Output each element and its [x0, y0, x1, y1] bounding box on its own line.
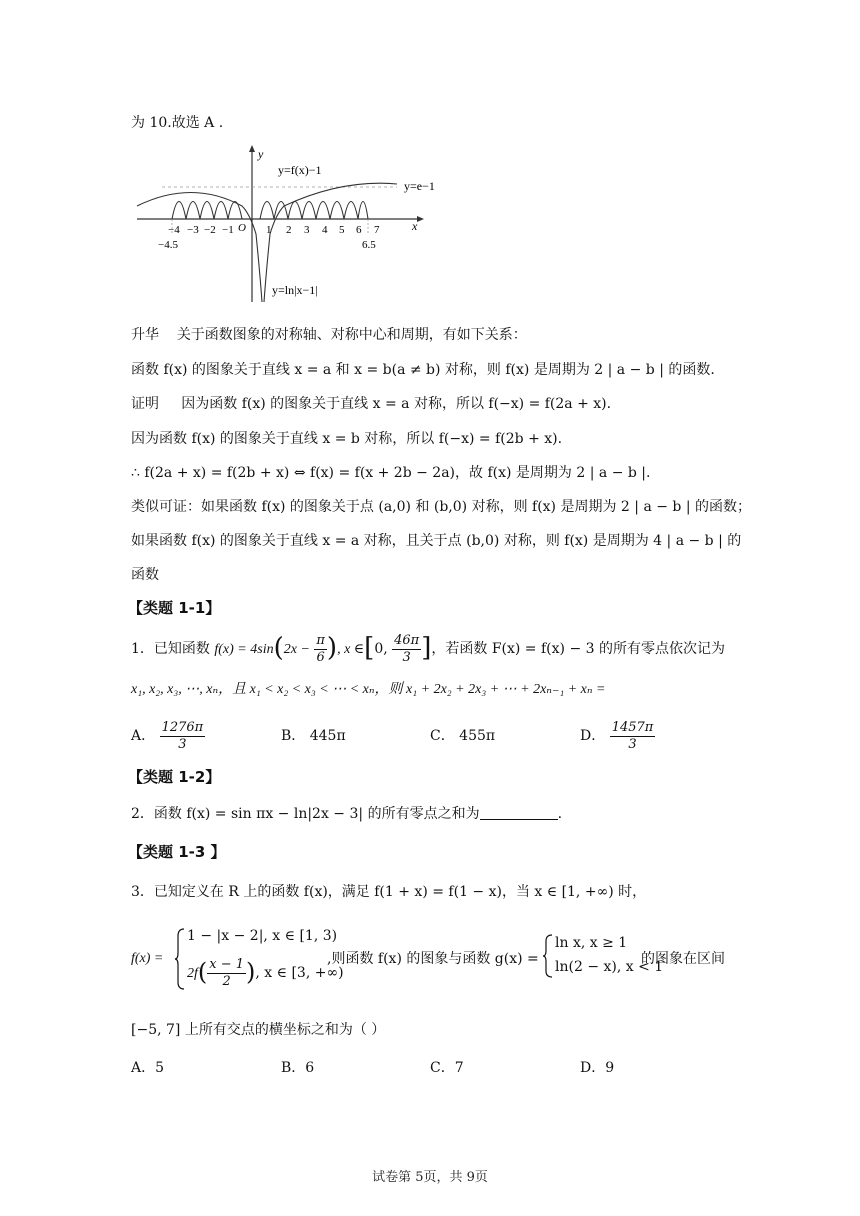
left-brace-f: [175, 928, 185, 990]
tick-label: −4.5: [158, 239, 178, 251]
tick-label: 3: [304, 224, 310, 236]
tick-label: 6: [356, 224, 362, 236]
tick-label: 6.5: [362, 239, 376, 251]
shenghua-title: 升华: [131, 327, 159, 343]
q1-line2: x₁, x₂, x₃, ⋯, xₙ，且 x₁ < x₂ < x₃ < ⋯ < xₙ，则 x₁ + 2x₂ + 2x₃ + ⋯ + 2xₙ₋₁ + xₙ =: [131, 682, 606, 697]
q2-heading: 【类题 1-2】: [128, 768, 221, 786]
shenghua-intro: 升华 关于函数图象的对称轴、对称中心和周期，有如下关系：: [131, 327, 527, 343]
q2-line: 2．函数 f(x) = sin πx − ln|2x − 3| 的所有零点之和为 .: [131, 806, 563, 822]
proof-line1: 证明 因为函数 f(x) 的图象关于直线 x = a 对称，所以 f(−x) = f(2a + x).: [131, 396, 612, 412]
similar-line2: 如果函数 f(x) 的图象关于直线 x = a 对称，且关于点 (b,0) 对称，则 f(x) 是周期为 4 | a − b | 的: [131, 533, 742, 549]
x-axis-label: x: [412, 219, 418, 233]
q1-option-b: B． 445π: [281, 728, 346, 744]
q1-heading: 【类题 1-1】: [128, 599, 221, 617]
q1-option-d: D． $\frac{1457\pi}{3}$: [580, 719, 654, 752]
q1-option-a: A． $\frac{1276\pi}{3}$: [131, 719, 204, 752]
tick-label: 4: [322, 224, 328, 236]
tick-label: 5: [339, 224, 345, 236]
proof-line2: 因为函数 f(x) 的图象关于直线 x = b 对称，所以 f(−x) = f(2b + x).: [131, 431, 563, 447]
curve2-label: y=ln|x−1|: [272, 283, 318, 297]
q3-option-c: C．7: [430, 1060, 464, 1076]
origin-label: O: [238, 222, 246, 234]
q3-line1: 3．已知定义在 R 上的函数 f(x)，满足 f(1 + x) = f(1 − x)，当 x ∈ [1, +∞) 时，: [131, 884, 647, 900]
tick-label: 2: [286, 224, 292, 236]
similar-line1: 类似可证：如果函数 f(x) 的图象关于点 (a,0) 和 (b,0) 对称，则 f(x) 是周期为 2 | a − b | 的函数；: [131, 499, 752, 515]
shenghua-line1: 函数 f(x) 的图象关于直线 x = a 和 x = b(a ≠ b) 对称，则 f(x) 是周期为 2 | a − b | 的函数.: [131, 362, 715, 378]
tick-label: −3: [187, 224, 199, 236]
y-axis-label: y: [258, 147, 264, 161]
asymptote-label: y=e−1: [404, 179, 435, 193]
tick-label: −1: [222, 224, 234, 236]
proof-line3: ∴ f(2a + x) = f(2b + x) ⇔ f(x) = f(x + 2b − 2a)，故 f(x) 是周期为 2 | a − b |.: [131, 465, 651, 481]
q1-option-c: C． 455π: [430, 728, 496, 744]
tick-label: 7: [374, 224, 380, 236]
q3-option-a: A．5: [131, 1060, 165, 1076]
left-brace-g: [543, 934, 553, 978]
tick-label: −2: [204, 224, 216, 236]
answer-blank: [480, 805, 558, 820]
q1-line1: 1．已知函数 f(x) = 4sin(2x − $\frac{\pi}{6}$ ), x ∈[0, $\frac{46\pi}{3}$ ]，若函数 F(x) = f(x) − 3 的所有零点依次记为: [131, 632, 725, 665]
q3-heading: 【类题 1-3 】: [128, 843, 226, 861]
tick-label: 1: [266, 224, 272, 236]
q3-line3: [−5, 7] 上所有交点的横坐标之和为（ ）: [131, 1022, 386, 1038]
intro-line: 为 10.故选 A .: [131, 115, 224, 131]
proof-label: 证明: [131, 396, 159, 412]
similar-line3: 函数: [131, 567, 159, 583]
q3-option-b: B．6: [281, 1060, 315, 1076]
function-graph: [132, 144, 452, 306]
tick-label: −4: [168, 224, 180, 236]
q3-option-d: D．9: [580, 1060, 615, 1076]
curve-f-minus-1: [172, 202, 368, 220]
curve1-label: y=f(x)−1: [278, 163, 322, 177]
page-footer: 试卷第 5页，共 9页: [372, 1170, 488, 1185]
q3-piecewise-line: f(x) = 1 − |x − 2|, x ∈ [1, 3) 2f( $\frac{x - 1}{2}$ ), x ∈ [3, +∞) ,则函数 f(x) 的图象与函数 g(x) = ln x, x ≥ 1 ln(2 − x), x < 1 的图象在区间: [131, 928, 725, 989]
